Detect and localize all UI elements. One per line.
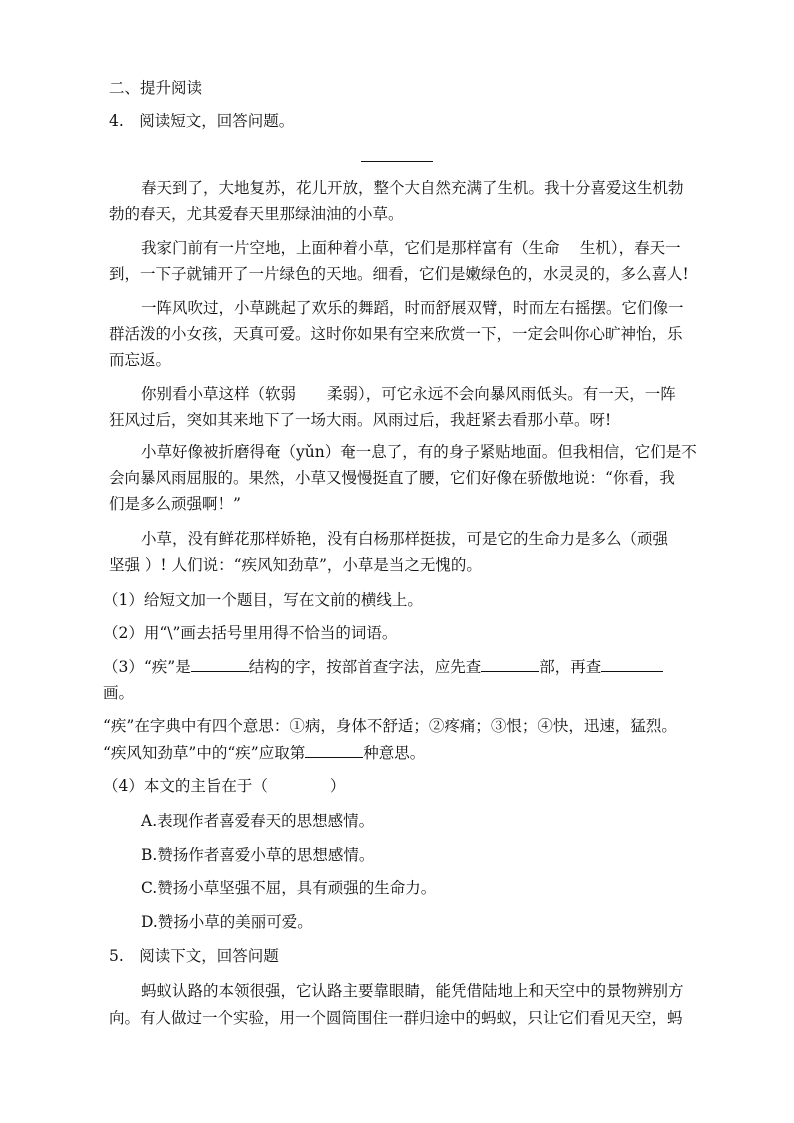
option-a[interactable]: A.表现作者喜爱春天的思想感情。 <box>141 812 375 830</box>
sub-question-4: （4）本文的主旨在于（ ） <box>103 777 346 795</box>
meaning-pick-line <box>103 741 425 764</box>
passage-line: 春天到了，大地复苏，花儿开放，整个大自然充满了生机。我十分喜爱这生机勃 <box>141 179 684 197</box>
sub-question-3-text: 结构的字，按部首查字法，应先查 <box>248 658 482 676</box>
passage-line: 小草，没有鲜花那样娇艳，没有白杨那样挺拔，可是它的生命力是多么（顽强 <box>141 530 669 548</box>
passage-line: 你别看小草这样（软弱 柔弱），可它永远不会向暴风雨低头。有一天，一阵 <box>141 385 676 403</box>
section-title: 二、提升阅读 <box>109 79 203 97</box>
passage-line: 会向暴风雨屈服的。果然，小草又慢慢挺直了腰，它们好像在骄傲地说：“你看，我 <box>109 469 675 487</box>
answer-blank[interactable] <box>191 655 249 672</box>
answer-blank[interactable] <box>481 655 539 672</box>
question-4-prompt: 4. 阅读短文，回答问题。 <box>109 112 295 130</box>
option-b[interactable]: B.赞扬作者喜爱小草的思想感情。 <box>141 846 375 864</box>
passage-line: 向。有人做过一个实验，用一个圆筒围住一群归途中的蚂蚁，只让它们看见天空，蚂 <box>109 1009 683 1027</box>
passage-line: 一阵风吹过，小草跳起了欢乐的舞蹈，时而舒展双臂，时而左右摇摆。它们像一 <box>141 299 684 317</box>
meanings-line: “疾”在字典中有四个意思：①病，身体不舒适；②疼痛；③恨；④快，迅速，猛烈。 <box>103 717 677 735</box>
meaning-pick-text: 种意思。 <box>363 744 426 762</box>
passage-line: 蚂蚁认路的本领很强，它认路主要靠眼睛，能凭借陆地上和天空中的景物辨别方 <box>141 982 684 1000</box>
option-d[interactable]: D.赞扬小草的美丽可爱。 <box>141 913 313 931</box>
sub-question-3-text: （3）“疾”是 <box>103 658 191 676</box>
passage-line: 坚强 ）! 人们说：“疾风知劲草”，小草是当之无愧的。 <box>109 556 482 574</box>
sub-question-3-end: 画。 <box>103 684 135 702</box>
question-5-prompt: 5. 阅读下文，回答问题 <box>109 947 279 965</box>
answer-blank[interactable] <box>601 655 663 672</box>
passage-line: 勃的春天，尤其爱春天里那绿油油的小草。 <box>109 205 404 223</box>
passage-line: 群活泼的小女孩，天真可爱。这时你如果有空来欣赏一下，一定会叫你心旷神怡，乐 <box>109 325 683 343</box>
sub-question-3 <box>103 655 663 678</box>
option-c[interactable]: C.赞扬小草坚强不屈，具有顽强的生命力。 <box>141 879 437 897</box>
passage-line: 狂风过后，突如其来地下了一场大雨。风雨过后，我赶紧去看那小草。呀! <box>109 411 612 429</box>
sub-question-2: （2）用“\”画去括号里用得不恰当的词语。 <box>103 624 398 642</box>
passage-line: 我家门前有一片空地，上面种着小草，它们是那样富有（生命 生机），春天一 <box>141 239 681 257</box>
meaning-pick-text: “疾风知劲草”中的“疾”应取第 <box>103 744 306 762</box>
answer-title-line[interactable] <box>361 161 433 162</box>
answer-blank[interactable] <box>305 741 363 758</box>
sub-question-3-text: 部，再查 <box>539 658 602 676</box>
passage-line: 们是多么顽强啊！” <box>109 495 241 513</box>
sub-question-1: （1）给短文加一个题目，写在文前的横线上。 <box>103 591 423 609</box>
passage-line: 到，一下子就铺开了一片绿色的天地。细看，它们是嫩绿色的，水灵灵的，多么喜人! <box>109 265 689 283</box>
passage-line: 而忘返。 <box>109 351 172 369</box>
passage-line: 小草好像被折磨得奄（yǔn）奄一息了，有的身子紧贴地面。但我相信，它们是不 <box>141 443 697 461</box>
